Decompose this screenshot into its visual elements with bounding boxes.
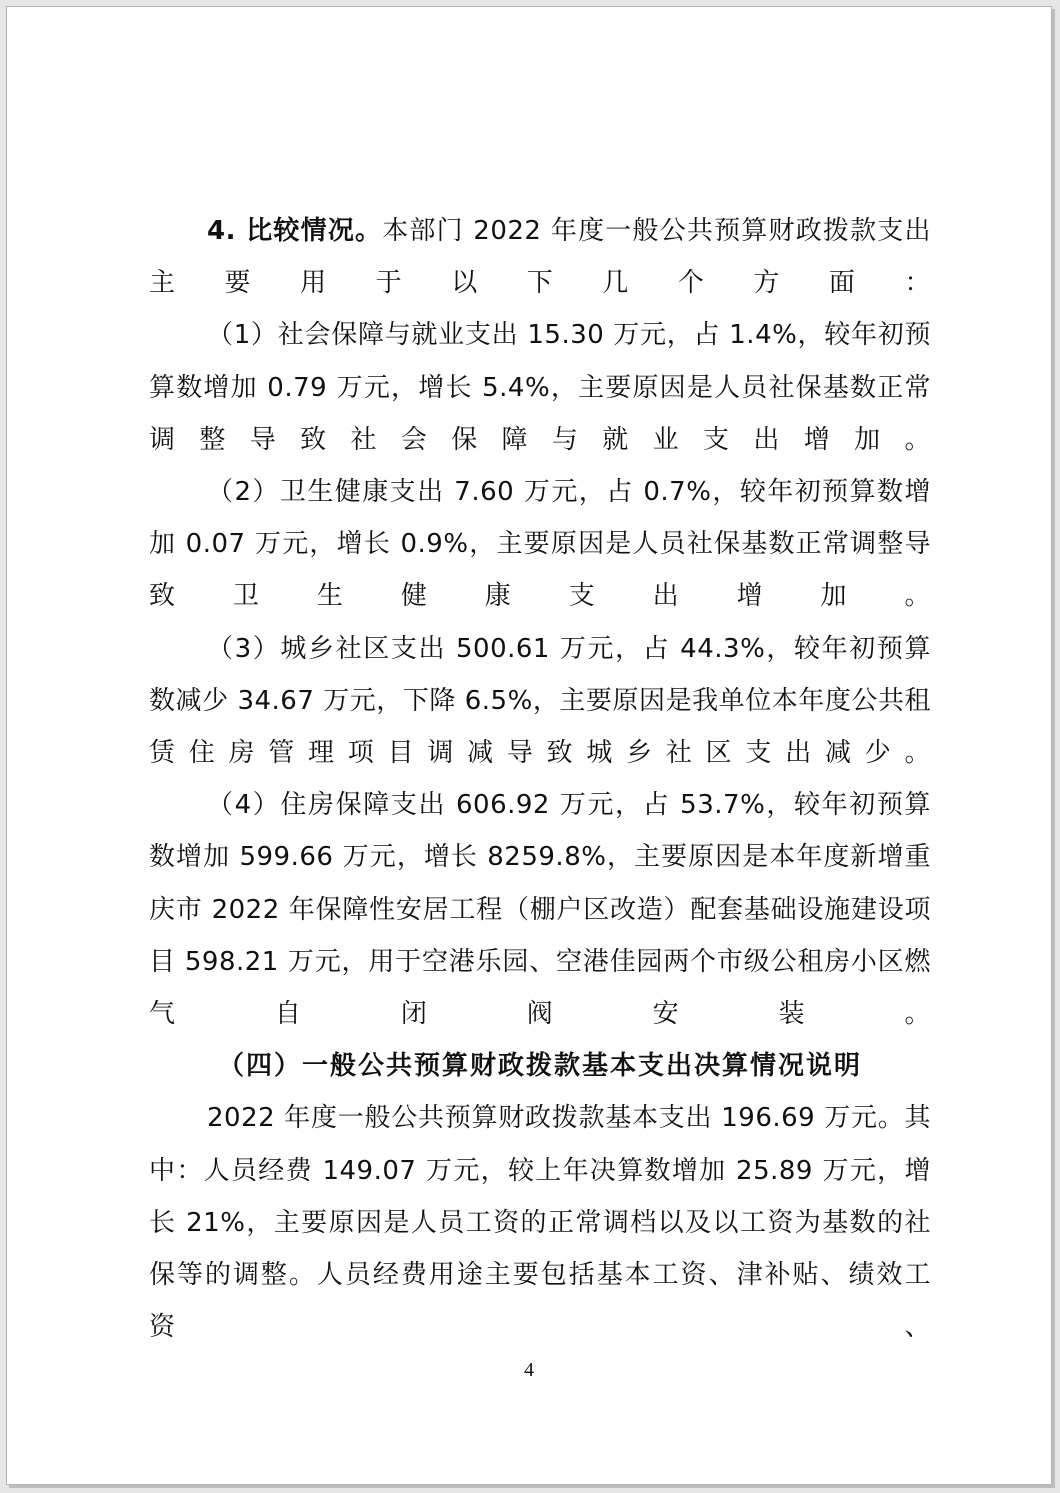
item-housing-security: （4）住房保障支出 606.92 万元，占 53.7%，较年初预算数增加 599.66 万元，增长 8259.8%，主要原因是本年度新增重庆市 2022 年保障性安居工程（棚户区改造）配套基础设施建设项目 598.21 万元，用于空港乐园、空港佳园两个市级公租房小区燃气自闭阀安装。 xyxy=(149,790,931,1030)
comparison-heading: 4. 比较情况。 xyxy=(207,216,383,246)
comparison-intro: 本部门 2022 年度一般公共预算财政拨款支出主要用于以下几个方面： xyxy=(149,216,931,299)
item-health: （2）卫生健康支出 7.60 万元，占 0.7%，较年初预算数增加 0.07 万元，增长 0.9%，主要原因是人员社保基数正常调整导致卫生健康支出增加。 xyxy=(149,477,931,612)
document-body xyxy=(149,205,931,1353)
document-page xyxy=(6,6,1052,1485)
comparison-paragraph xyxy=(149,205,931,309)
page-number: 4 xyxy=(524,1359,534,1381)
item-urban-rural-community: （3）城乡社区支出 500.61 万元，占 44.3%，较年初预算数减少 34.67 万元，下降 6.5%，主要原因是我单位本年度公共租赁住房管理项目调减导致城乡社区支出减少。 xyxy=(149,633,931,769)
item-social-security: （1）社会保障与就业支出 15.30 万元，占 1.4%，较年初预算数增加 0.79 万元，增长 5.4%，主要原因是人员社保基数正常调整导致社会保障与就业支出增加。 xyxy=(149,320,931,455)
basic-expenditure-paragraph: 2022 年度一般公共预算财政拨款基本支出 196.69 万元。其中：人员经费 149.07 万元，较上年决算数增加 25.89 万元，增长 21%，主要原因是人员工资的正常调档以及以工资为基数的社保等的调整。人员经费用途主要包括基本工资、津补贴、绩效工资、 xyxy=(149,1103,931,1343)
section-heading: （四）一般公共预算财政拨款基本支出决算情况说明 xyxy=(217,1051,862,1082)
